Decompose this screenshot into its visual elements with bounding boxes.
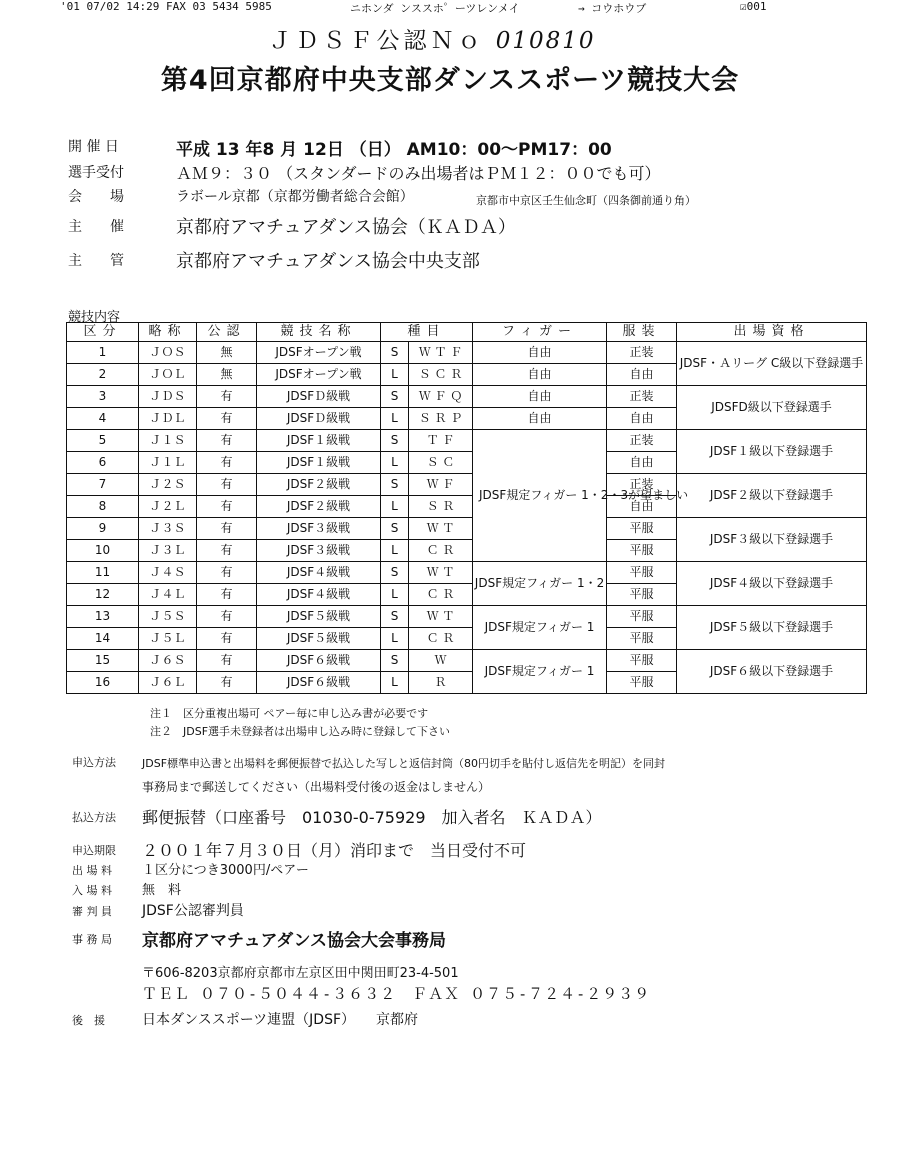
cell-dances: Ｗ Ｔ — [409, 606, 473, 628]
payment-label: 払込方法 — [72, 811, 116, 824]
manager-label: 主 管 — [68, 253, 124, 269]
cell-no: 16 — [67, 672, 139, 694]
table-row — [67, 342, 867, 364]
fax-recipient: → コウホウブ — [578, 2, 647, 15]
apply-method-line1: JDSF標準申込書と出場料を郵便振替で払込した写しと返信封筒（80円切手を貼付し返信先を明記）を同封 — [142, 757, 666, 770]
cell-sl: L — [381, 540, 409, 562]
cell-dances: Ｓ Ｒ Ｐ — [409, 408, 473, 430]
deadline-value: ２００１年７月３０日（月）消印まで 当日受付不可 — [142, 841, 527, 860]
cell-code: Ｊ５Ｓ — [139, 606, 197, 628]
date-value: 平成 13 年8 月 12日 （日） AM10：00～PM17：00 — [176, 140, 612, 160]
cell-no: 3 — [67, 386, 139, 408]
table-row — [67, 650, 867, 672]
support-label: 後 援 — [72, 1014, 105, 1027]
cell-no: 4 — [67, 408, 139, 430]
cell-sl: S — [381, 518, 409, 540]
cell-no: 1 — [67, 342, 139, 364]
cell-dress: 平服 — [607, 584, 677, 606]
cell-name: JDSFオープン戦 — [257, 342, 381, 364]
cell-name: JDSF６級戦 — [257, 650, 381, 672]
cell-dress: 平服 — [607, 606, 677, 628]
cell-dances: Ｗ — [409, 650, 473, 672]
organizer-label: 主 催 — [68, 219, 124, 235]
cell-sl: S — [381, 650, 409, 672]
support-value: 日本ダンススポーツ連盟（JDSF） 京都府 — [142, 1012, 419, 1028]
header-division: 区分 — [67, 323, 139, 342]
office-address: 〒606-8203京都府京都市左京区田中関田町23-4-501 — [142, 966, 459, 981]
cell-sl: S — [381, 562, 409, 584]
cell-cert: 有 — [197, 628, 257, 650]
cell-cert: 有 — [197, 408, 257, 430]
competition-table — [66, 322, 867, 694]
cell-dress: 自由 — [607, 364, 677, 386]
header-qualification: 出場資格 — [677, 323, 867, 342]
cell-no: 8 — [67, 496, 139, 518]
header-cert: 公認 — [197, 323, 257, 342]
cell-name: JDSF４級戦 — [257, 584, 381, 606]
cell-figure: JDSF規定フィガー 1・2 — [473, 562, 607, 606]
fee-label: 出 場 料 — [72, 864, 112, 877]
cell-name: JDSF１級戦 — [257, 430, 381, 452]
judges-label: 審 判 員 — [72, 905, 112, 918]
cell-cert: 有 — [197, 650, 257, 672]
cell-sl: S — [381, 386, 409, 408]
cell-dress: 平服 — [607, 672, 677, 694]
cell-dress: 平服 — [607, 562, 677, 584]
section-title: 競技内容 — [68, 310, 121, 325]
cell-dances: Ｗ Ｆ Ｑ — [409, 386, 473, 408]
cell-qualification: JDSF５級以下登録選手 — [677, 606, 867, 650]
reception-label: 選手受付 — [68, 165, 124, 181]
header-name: 競技名称 — [257, 323, 381, 342]
cell-figure: 自由 — [473, 386, 607, 408]
cell-no: 13 — [67, 606, 139, 628]
cell-no: 10 — [67, 540, 139, 562]
cell-dances: Ｗ Ｔ Ｆ — [409, 342, 473, 364]
header-dress: 服装 — [607, 323, 677, 342]
table-row — [67, 386, 867, 408]
judges-value: JDSF公認審判員 — [142, 903, 244, 919]
cell-dress: 平服 — [607, 650, 677, 672]
cell-name: JDSF３級戦 — [257, 540, 381, 562]
cell-no: 7 — [67, 474, 139, 496]
cell-sl: L — [381, 364, 409, 386]
cell-qualification: JDSF２級以下登録選手 — [677, 474, 867, 518]
cell-no: 5 — [67, 430, 139, 452]
cell-cert: 有 — [197, 672, 257, 694]
cell-dress: 正装 — [607, 430, 677, 452]
cert-number: 010810 — [495, 28, 596, 54]
cell-dances: Ｗ Ｔ — [409, 562, 473, 584]
cell-code: Ｊ３Ｓ — [139, 518, 197, 540]
fax-sender: ニホンダ ンススホ゜ーツレンメイ — [350, 2, 520, 15]
cell-qualification: JDSF３級以下登録選手 — [677, 518, 867, 562]
cell-code: Ｊ２Ｌ — [139, 496, 197, 518]
cell-sl: S — [381, 606, 409, 628]
cell-dress: 自由 — [607, 452, 677, 474]
cell-code: Ｊ６Ｓ — [139, 650, 197, 672]
apply-method-line2: 事務局まで郵送してください（出場料受付後の返金はしません） — [142, 780, 491, 794]
office-phone-fax: ＴＥＬ ０７０-５０４４-３６３２ ＦＡＸ ０７５-７２４-２９３９ — [142, 985, 651, 1003]
cell-cert: 無 — [197, 364, 257, 386]
event-title: 第4回京都府中央支部ダンススポーツ競技大会 — [160, 65, 740, 96]
note-2: 注２ JDSF選手未登録者は出場申し込み時に登録して下さい — [150, 725, 451, 738]
payment-value: 郵便振替（口座番号 01030-0-75929 加入者名 ＫＡＤＡ） — [142, 808, 602, 827]
table-row — [67, 562, 867, 584]
cell-cert: 有 — [197, 562, 257, 584]
cell-sl: S — [381, 430, 409, 452]
header-dances: 種目 — [381, 323, 473, 342]
cell-dress: 自由 — [607, 408, 677, 430]
cell-no: 2 — [67, 364, 139, 386]
cell-figure: 自由 — [473, 342, 607, 364]
cell-name: JDSF１級戦 — [257, 452, 381, 474]
cell-code: Ｊ４Ｓ — [139, 562, 197, 584]
date-label: 開 催 日 — [68, 139, 119, 155]
cell-sl: L — [381, 672, 409, 694]
note-1: 注１ 区分重複出場可 ペアー毎に申し込み書が必要です — [150, 707, 429, 720]
cell-no: 9 — [67, 518, 139, 540]
cell-code: Ｊ４Ｌ — [139, 584, 197, 606]
cell-qualification: JDSFD級以下登録選手 — [677, 386, 867, 430]
cell-figure: JDSF規定フィガー 1 — [473, 606, 607, 650]
cell-cert: 有 — [197, 430, 257, 452]
cell-dances: Ｃ Ｒ — [409, 628, 473, 650]
cell-cert: 有 — [197, 386, 257, 408]
fax-page: ☑001 — [740, 0, 767, 13]
office-label: 事 務 局 — [72, 933, 112, 946]
cell-name: JDSFＤ級戦 — [257, 386, 381, 408]
office-value: 京都府アマチュアダンス協会大会事務局 — [142, 931, 446, 951]
cell-name: JDSF５級戦 — [257, 628, 381, 650]
table-row — [67, 430, 867, 452]
cell-code: ＪＤＳ — [139, 386, 197, 408]
cell-sl: L — [381, 584, 409, 606]
cell-code: Ｊ２Ｓ — [139, 474, 197, 496]
cell-code: ＪＤＬ — [139, 408, 197, 430]
cell-name: JDSF４級戦 — [257, 562, 381, 584]
deadline-label: 申込期限 — [72, 844, 116, 857]
venue-value: ラボール京都（京都労働者総合会館） — [176, 189, 414, 205]
cell-name: JDSF６級戦 — [257, 672, 381, 694]
table-row — [67, 606, 867, 628]
cell-name: JDSF３級戦 — [257, 518, 381, 540]
cell-dances: Ｔ Ｆ — [409, 430, 473, 452]
cell-qualification: JDSF１級以下登録選手 — [677, 430, 867, 474]
cell-dances: Ｗ Ｆ — [409, 474, 473, 496]
cell-dress: 平服 — [607, 540, 677, 562]
cell-figure: 自由 — [473, 364, 607, 386]
cell-code: ＪＯＬ — [139, 364, 197, 386]
reception-value: ＡＭ９：３０ （スタンダードのみ出場者はＰＭ１２：００でも可） — [176, 164, 661, 183]
fax-datetime: '01 07/02 14:29 FAX 03 5434 5985 — [60, 0, 272, 13]
cell-dress: 自由 — [607, 496, 677, 518]
cell-code: ＪＯＳ — [139, 342, 197, 364]
cell-dances: Ｃ Ｒ — [409, 584, 473, 606]
cell-code: Ｊ５Ｌ — [139, 628, 197, 650]
table-header — [67, 323, 867, 342]
fee-value: １区分につき3000円/ペアー — [142, 863, 309, 878]
cell-dances: Ｃ Ｒ — [409, 540, 473, 562]
cell-no: 6 — [67, 452, 139, 474]
cell-code: Ｊ１Ｌ — [139, 452, 197, 474]
header-figure: フィガー — [473, 323, 607, 342]
certification-number — [0, 22, 864, 55]
cell-dances: Ｓ Ｒ — [409, 496, 473, 518]
organizer-value: 京都府アマチュアダンス協会（ＫＡＤＡ） — [176, 217, 516, 238]
cell-sl: L — [381, 452, 409, 474]
cell-cert: 有 — [197, 606, 257, 628]
cell-qualification: JDSF４級以下登録選手 — [677, 562, 867, 606]
cell-figure: JDSF規定フィガー 1 — [473, 650, 607, 694]
cell-dances: Ｗ Ｔ — [409, 518, 473, 540]
cell-no: 15 — [67, 650, 139, 672]
cell-code: Ｊ３Ｌ — [139, 540, 197, 562]
cell-dances: Ｒ — [409, 672, 473, 694]
cell-no: 14 — [67, 628, 139, 650]
cell-no: 12 — [67, 584, 139, 606]
manager-value: 京都府アマチュアダンス協会中央支部 — [176, 251, 480, 272]
table-row — [67, 474, 867, 496]
cell-dances: Ｓ Ｃ — [409, 452, 473, 474]
cell-qualification: JDSF・Ａリーグ C級以下登録選手 — [677, 342, 867, 386]
cell-name: JDSFオープン戦 — [257, 364, 381, 386]
admission-value: 無 料 — [142, 883, 182, 898]
cell-sl: L — [381, 496, 409, 518]
table-row — [67, 518, 867, 540]
cell-name: JDSF２級戦 — [257, 474, 381, 496]
cell-figure: 自由 — [473, 408, 607, 430]
cell-cert: 有 — [197, 518, 257, 540]
cell-dances: Ｓ Ｃ Ｒ — [409, 364, 473, 386]
cell-cert: 有 — [197, 474, 257, 496]
cell-name: JDSF５級戦 — [257, 606, 381, 628]
cert-prefix: ＪＤＳＦ公認Ｎｏ — [268, 28, 485, 54]
cell-code: Ｊ１Ｓ — [139, 430, 197, 452]
cell-dress: 正装 — [607, 342, 677, 364]
header-code: 略称 — [139, 323, 197, 342]
apply-method-label: 申込方法 — [72, 756, 116, 769]
cell-qualification: JDSF６級以下登録選手 — [677, 650, 867, 694]
venue-label: 会 場 — [68, 189, 124, 205]
cell-cert: 有 — [197, 540, 257, 562]
cell-cert: 有 — [197, 452, 257, 474]
admission-label: 入 場 料 — [72, 884, 112, 897]
cell-figure: JDSF規定フィガー 1・2・3が望ましい — [473, 430, 607, 562]
venue-address: 京都市中京区壬生仙念町（四条御前通り角） — [476, 194, 696, 207]
cell-cert: 無 — [197, 342, 257, 364]
cell-dress: 正装 — [607, 474, 677, 496]
cell-sl: S — [381, 474, 409, 496]
cell-no: 11 — [67, 562, 139, 584]
cell-code: Ｊ６Ｌ — [139, 672, 197, 694]
cell-name: JDSFＤ級戦 — [257, 408, 381, 430]
cell-dress: 平服 — [607, 628, 677, 650]
cell-cert: 有 — [197, 584, 257, 606]
cell-dress: 平服 — [607, 518, 677, 540]
cell-sl: L — [381, 408, 409, 430]
cell-dress: 正装 — [607, 386, 677, 408]
cell-sl: L — [381, 628, 409, 650]
cell-name: JDSF２級戦 — [257, 496, 381, 518]
cell-sl: S — [381, 342, 409, 364]
cell-cert: 有 — [197, 496, 257, 518]
